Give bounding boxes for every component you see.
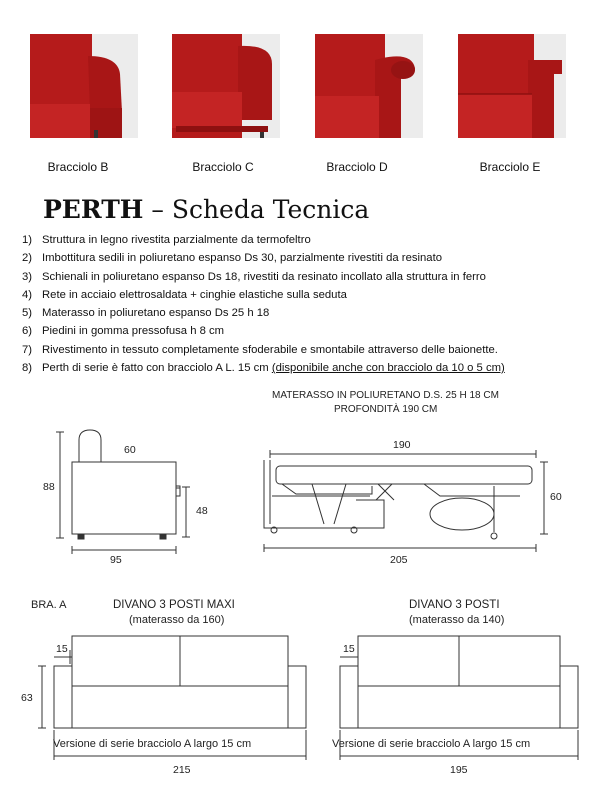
side-seat-height-label: 48 (196, 505, 208, 517)
spec-item: 4) Rete in acciaio elettrosaldata + cinghie elastiche sulla seduta (22, 288, 347, 301)
standard-title: DIVANO 3 POSTI (409, 599, 500, 611)
bed-mattress-length-label: 190 (393, 439, 411, 451)
standard-width-label: 195 (450, 764, 468, 776)
model-name: PERTH (43, 195, 144, 224)
bed-height-label: 60 (550, 491, 562, 503)
front-height-label: 63 (21, 692, 33, 704)
spec-item-underlined: (disponibile anche con bracciolo da 10 o 5 cm) (271, 362, 505, 375)
side-depth-label: 95 (110, 554, 122, 566)
side-arm-width-label: 60 (124, 444, 136, 456)
bed-open-length-label: 205 (390, 554, 408, 566)
maxi-note: Versione di serie bracciolo A largo 15 cm (53, 738, 252, 750)
spec-item: 1) Struttura in legno rivestita parzialmente da termofeltro (22, 234, 311, 246)
spec-item: 7) Rivestimento in tessuto completamente sfoderabile e smontabile attraverso delle baionette. (22, 343, 498, 356)
standard-subtitle: (materasso da 140) (409, 614, 505, 626)
caption-armrest-d: Bracciolo D (326, 160, 388, 174)
spec-item: 2) Imbottitura sedili in poliuretano espanso Ds 30, parzialmente rivestiti da resinato (22, 252, 442, 265)
title-subtitle: Scheda Tecnica (171, 195, 370, 224)
side-height-label: 88 (43, 481, 55, 493)
bed-view-drawing (264, 450, 548, 552)
standard-note: Versione di serie bracciolo A largo 15 cm (332, 738, 531, 750)
title-dash: – (151, 195, 164, 224)
spec-item: 8) Perth di serie è fatto con bracciolo A L. 15 cm (disponibile anche con bracciolo da 10 o 5 cm) (22, 362, 505, 375)
side-view-drawing (56, 430, 190, 554)
caption-armrest-e: Bracciolo E (479, 160, 541, 174)
maxi-title: DIVANO 3 POSTI MAXI (113, 599, 235, 611)
spec-item: 3) Schienali in poliuretano espanso Ds 18, rivestiti da resinato incollato alla struttura in ferro (22, 270, 486, 283)
caption-armrest-b: Bracciolo B (47, 160, 109, 174)
spec-item: 6) Piedini in gomma pressofusa h 8 cm (22, 325, 225, 338)
maxi-subtitle: (materasso da 160) (129, 614, 225, 626)
standard-arm-size-label: 15 (343, 643, 355, 655)
bed-heading-line2: PROFONDITÀ 190 CM (334, 404, 438, 415)
spec-item: 5) Materasso in poliuretano espanso Ds 25 h 18 (22, 307, 270, 320)
maxi-arm-size-label: 15 (56, 643, 68, 655)
maxi-width-label: 215 (173, 764, 191, 776)
arm-type-label: BRA. A (31, 599, 67, 611)
bed-heading-line1: MATERASSO IN POLIURETANO D.S. 25 H 18 CM (272, 390, 499, 401)
caption-armrest-c: Bracciolo C (192, 160, 254, 174)
